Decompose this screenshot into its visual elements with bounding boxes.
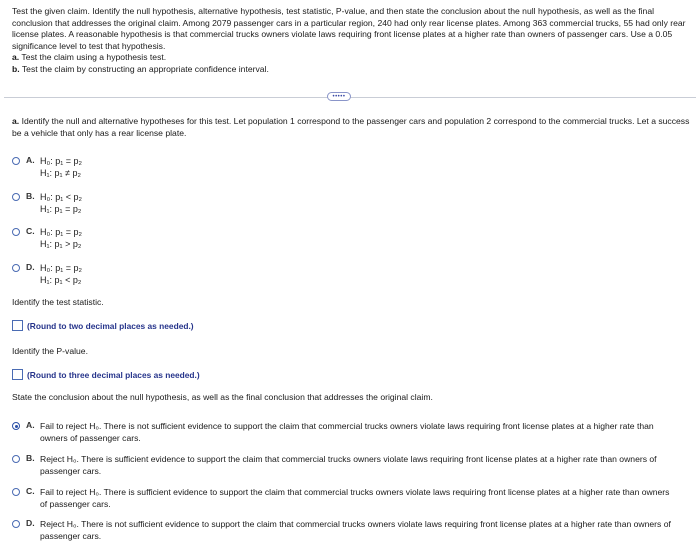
- radio-button[interactable]: [12, 193, 20, 201]
- radio-button[interactable]: [12, 455, 20, 463]
- radio-button[interactable]: [12, 157, 20, 165]
- hypothesis-option-a[interactable]: A. H₀: p₁ = p₂ H₁: p₁ ≠ p₂: [12, 155, 82, 179]
- test-statistic-input[interactable]: [12, 320, 23, 331]
- task-b: b. Test the claim by constructing an appropriate confidence interval.: [12, 63, 269, 74]
- part-a-instructions: a. Identify the null and alternative hypotheses for this test. Let population 1 correspond to the passenger cars and population 2 correspond to the commercial trucks. Let a success be a vehicle that only has a rear license plate.: [12, 116, 690, 138]
- conclusion-text: Fail to reject H₀. There is not sufficient evidence to support the claim that commercial trucks owners violate laws requiring front license plates at a higher rate than owners of passenger cars.: [40, 421, 654, 444]
- radio-button[interactable]: [12, 228, 20, 236]
- hypothesis-option-b[interactable]: B. H₀: p₁ < p₂ H₁: p₁ = p₂: [12, 191, 82, 215]
- null-hypothesis: H₀: p₁ = p₂: [40, 156, 83, 166]
- p-value-input[interactable]: [12, 369, 23, 380]
- p-value-hint: (Round to three decimal places as needed.): [27, 370, 200, 380]
- hypothesis-option-d[interactable]: D. H₀: p₁ = p₂ H₁: p₁ < p₂: [12, 262, 82, 286]
- radio-button[interactable]: [12, 264, 20, 272]
- problem-statement: [12, 6, 688, 76]
- alternative-hypothesis: H₁: p₁ > p₂: [40, 239, 82, 249]
- conclusion-label: State the conclusion about the null hypothesis, as well as the final conclusion that addresses the original claim.: [12, 392, 433, 402]
- conclusion-text: Fail to reject H₀. There is sufficient evidence to support the claim that commercial trucks owners violate laws requiring front license plates at a higher rate than owners of passenger cars.: [40, 487, 670, 510]
- test-statistic-hint: (Round to two decimal places as needed.): [27, 321, 194, 331]
- radio-button[interactable]: [12, 488, 20, 496]
- alternative-hypothesis: H₁: p₁ ≠ p₂: [40, 168, 82, 178]
- conclusion-option-b[interactable]: B. Reject H₀. There is sufficient evidence to support the claim that commercial trucks owners violate laws requiring front license plates at a higher rate than owners of passenger cars.: [12, 453, 690, 478]
- conclusion-option-a[interactable]: A. Fail to reject H₀. There is not sufficient evidence to support the claim that commercial trucks owners violate laws requiring front license plates at a higher rate than owners of passenger cars.: [12, 420, 690, 445]
- p-value-label: Identify the P-value.: [12, 346, 88, 356]
- test-statistic-label: Identify the test statistic.: [12, 297, 104, 307]
- hypothesis-option-c[interactable]: C. H₀: p₁ = p₂ H₁: p₁ > p₂: [12, 226, 82, 250]
- null-hypothesis: H₀: p₁ = p₂: [40, 263, 83, 273]
- alternative-hypothesis: H₁: p₁ < p₂: [40, 275, 82, 285]
- expand-button[interactable]: [327, 92, 351, 101]
- conclusion-text: Reject H₀. There is not sufficient evidence to support the claim that commercial trucks owners violate laws requiring front license plates at a higher rate than owners of passenger cars.: [40, 519, 671, 542]
- task-a: a. Test the claim using a hypothesis test.: [12, 52, 167, 63]
- conclusion-option-d[interactable]: D. Reject H₀. There is not sufficient evidence to support the claim that commercial trucks owners violate laws requiring front license plates at a higher rate than owners of passenger cars.: [12, 518, 690, 543]
- radio-button-selected[interactable]: [12, 422, 20, 430]
- null-hypothesis: H₀: p₁ < p₂: [40, 192, 83, 202]
- conclusion-text: Reject H₀. There is sufficient evidence to support the claim that commercial trucks owners violate laws requiring front license plates at a higher rate than owners of passenger cars.: [40, 454, 657, 477]
- radio-button[interactable]: [12, 520, 20, 528]
- problem-intro: Test the given claim. Identify the null hypothesis, alternative hypothesis, test statistic, P-value, and then state the conclusion about the null hypothesis, as well as the final conclusion that addresses the original claim. Among 2079 passenger cars in a particular region, 240 had only rear license plates. Among 363 commercial trucks, 55 had only rear license plates. A reasonable hypothesis is that commercial trucks owners violate laws requiring front license plates at a higher rate than owners of passenger cars. Use a 0.05 significance level to test that hypothesis.: [12, 6, 686, 51]
- null-hypothesis: H₀: p₁ = p₂: [40, 227, 83, 237]
- conclusion-option-c[interactable]: C. Fail to reject H₀. There is sufficient evidence to support the claim that commercial trucks owners violate laws requiring front license plates at a higher rate than owners of passenger cars.: [12, 486, 690, 511]
- more-icon: •••••: [332, 93, 346, 100]
- alternative-hypothesis: H₁: p₁ = p₂: [40, 204, 82, 214]
